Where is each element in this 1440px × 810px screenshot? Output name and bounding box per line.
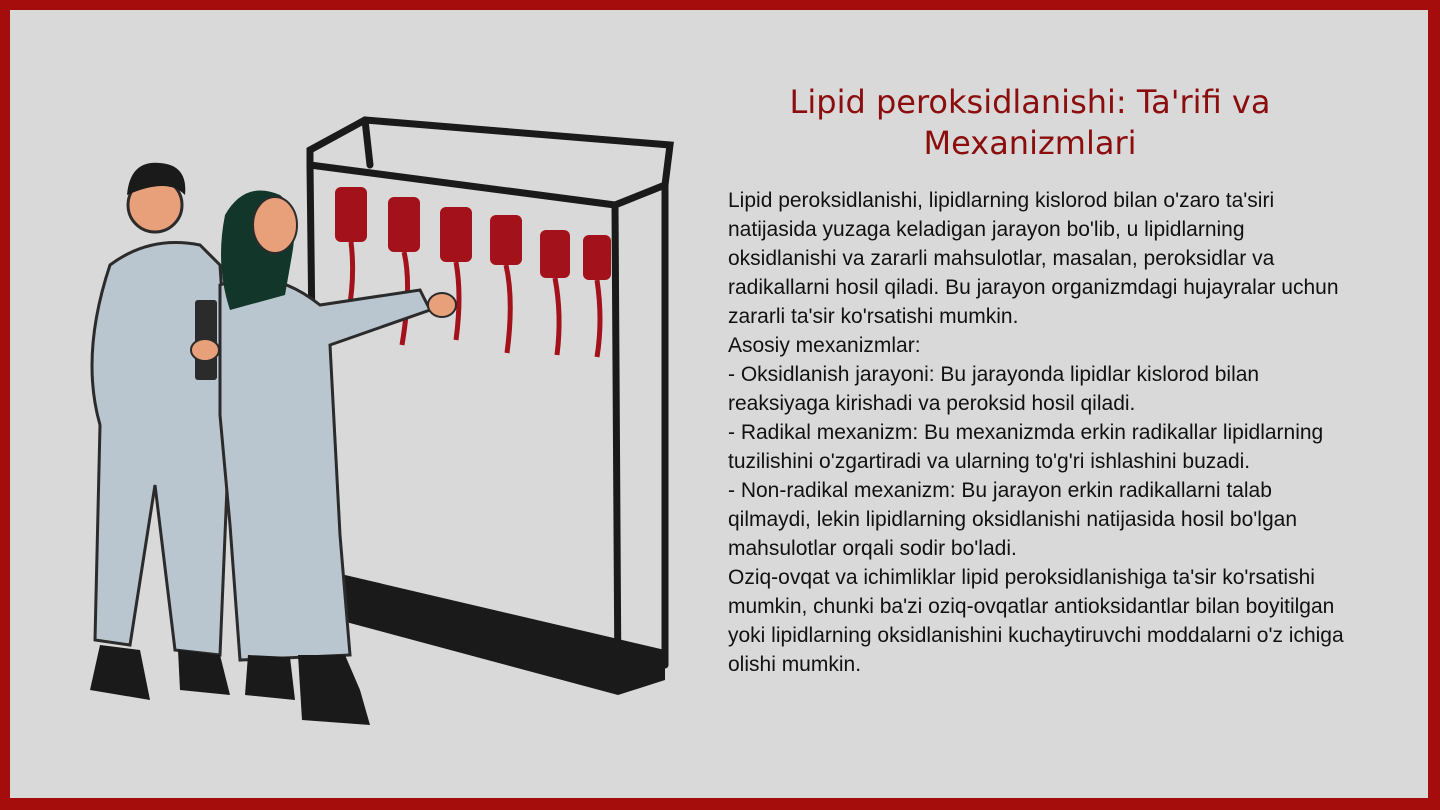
mechanism-item: - Non-radikal mexanizm: Bu jarayon erkin radikallarni talab qilmaydi, lekin lipidlarning oksidlanishi natijasida hosil bo'lgan mahsulotlar orqali sodir bo'ladi. [728, 479, 1297, 560]
woman-figure [191, 191, 456, 726]
man-figure [90, 163, 230, 700]
blood-bags [335, 187, 611, 357]
slide [10, 10, 1428, 798]
mechanism-item: - Radikal mexanizm: Bu mexanizmda erkin radikallar lipidlarning tuzilishini o'zgartiradi va ularning to'g'ri ishlashini buzadi. [728, 421, 1324, 473]
mechanism-item: - Oksidlanish jarayoni: Bu jarayonda lipidlar kislorod bilan reaksiyaga kirishadi va peroksid hosil qiladi. [728, 363, 1260, 415]
conclusion-paragraph: Oziq-ovqat va ichimliklar lipid peroksidlanishiga ta'sir ko'rsatishi mumkin, chunki ba'zi oziq-ovqatlar antioksidantlar bilan boyitilgan yoki lipidlarning oksidlanishini kuchaytiruvchi moddalarni o'z ichiga olishi mumkin. [728, 566, 1344, 676]
medical-staff-blood-bags-illustration [70, 95, 690, 735]
mechanisms-heading: Asosiy mexanizmlar: [728, 334, 921, 357]
intro-paragraph: Lipid peroksidlanishi, lipidlarning kislorod bilan o'zaro ta'siri natijasida yuzaga keladigan jarayon bo'lib, u lipidlarning oksidlanishi va zararli mahsulotlar, masalan, peroksidlar va radikallarni hosil qiladi. Bu jarayon organizmdagi hujayralar uchun zararli ta'sir ko'rsatishi mumkin. [728, 189, 1339, 328]
stand-base [315, 575, 665, 695]
slide-body [728, 186, 1348, 679]
slide-title: Lipid peroksidlanishi: Ta'rifi va Mexanizmlari [789, 83, 1271, 162]
